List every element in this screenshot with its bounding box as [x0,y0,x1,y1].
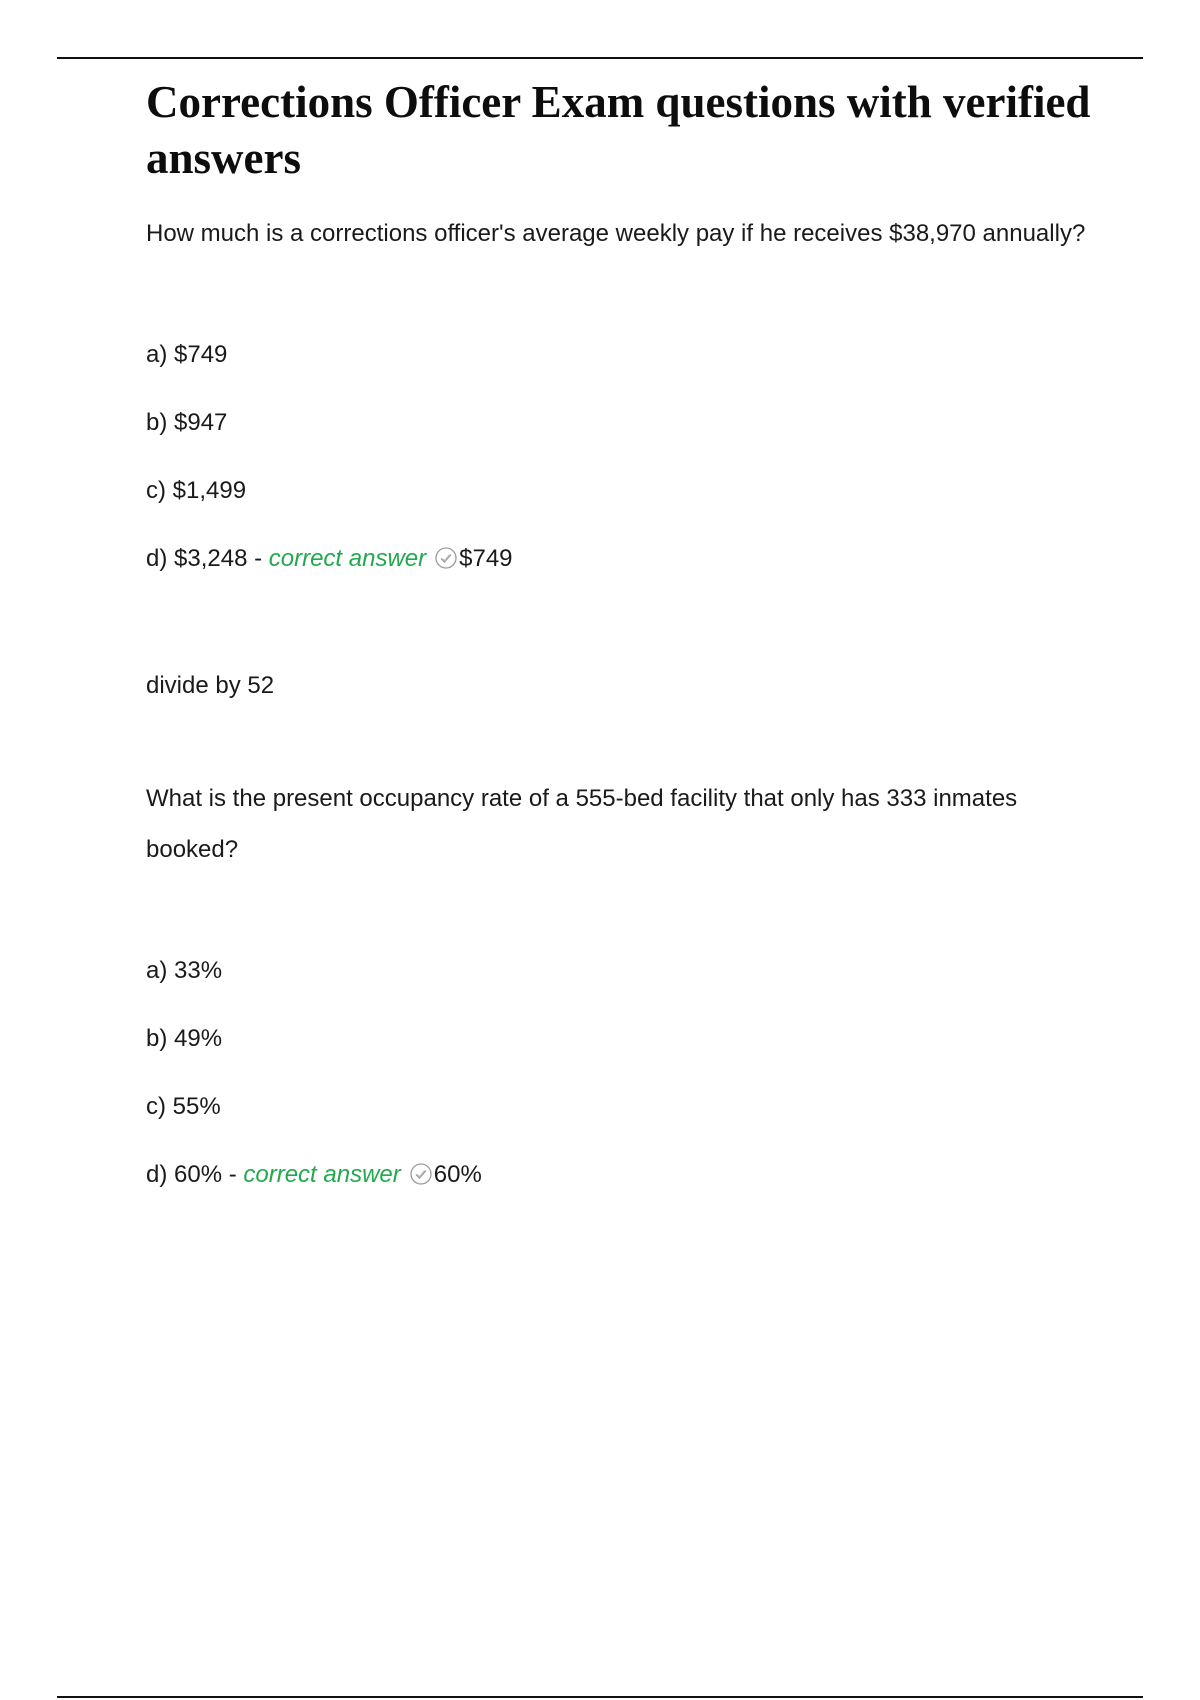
option-d [146,1160,1106,1190]
question-prompt: What is the present occupancy rate of a 555-bed facility that only has 333 inmates booked? [146,785,1018,863]
correct-answer-value: 60% [433,1161,482,1188]
footer-rule [57,1696,1143,1698]
option-c: c) $1,499 [146,477,247,504]
option-b: b) $947 [146,409,228,436]
answer-explanation: divide by 52 [146,672,275,699]
header-rule [57,57,1143,59]
option-d-text: d) 60% [146,1161,223,1188]
option-a: a) 33% [146,957,223,984]
document-title: Corrections Officer Exam questions with verified answers [146,77,1091,183]
answer-separator: - [247,545,269,572]
document-body [146,74,1106,1228]
option-a: a) $749 [146,341,228,368]
answer-options [146,956,1106,1190]
answer-options [146,340,1106,574]
correct-answer-value: $749 [459,545,513,572]
option-d-text: d) $3,248 [146,545,248,572]
option-b: b) 49% [146,1025,223,1052]
check-circle-icon [434,546,458,570]
answer-separator: - [222,1161,244,1188]
question-block-2 [146,773,1106,1190]
question-prompt: How much is a corrections officer's average weekly pay if he receives $38,970 annually? [146,220,1086,247]
correct-answer-label: correct answer [268,545,427,572]
option-c: c) 55% [146,1093,221,1120]
question-block-1 [146,208,1106,701]
option-d [146,544,1106,574]
check-circle-icon [409,1162,433,1186]
correct-answer-label: correct answer [243,1161,401,1188]
